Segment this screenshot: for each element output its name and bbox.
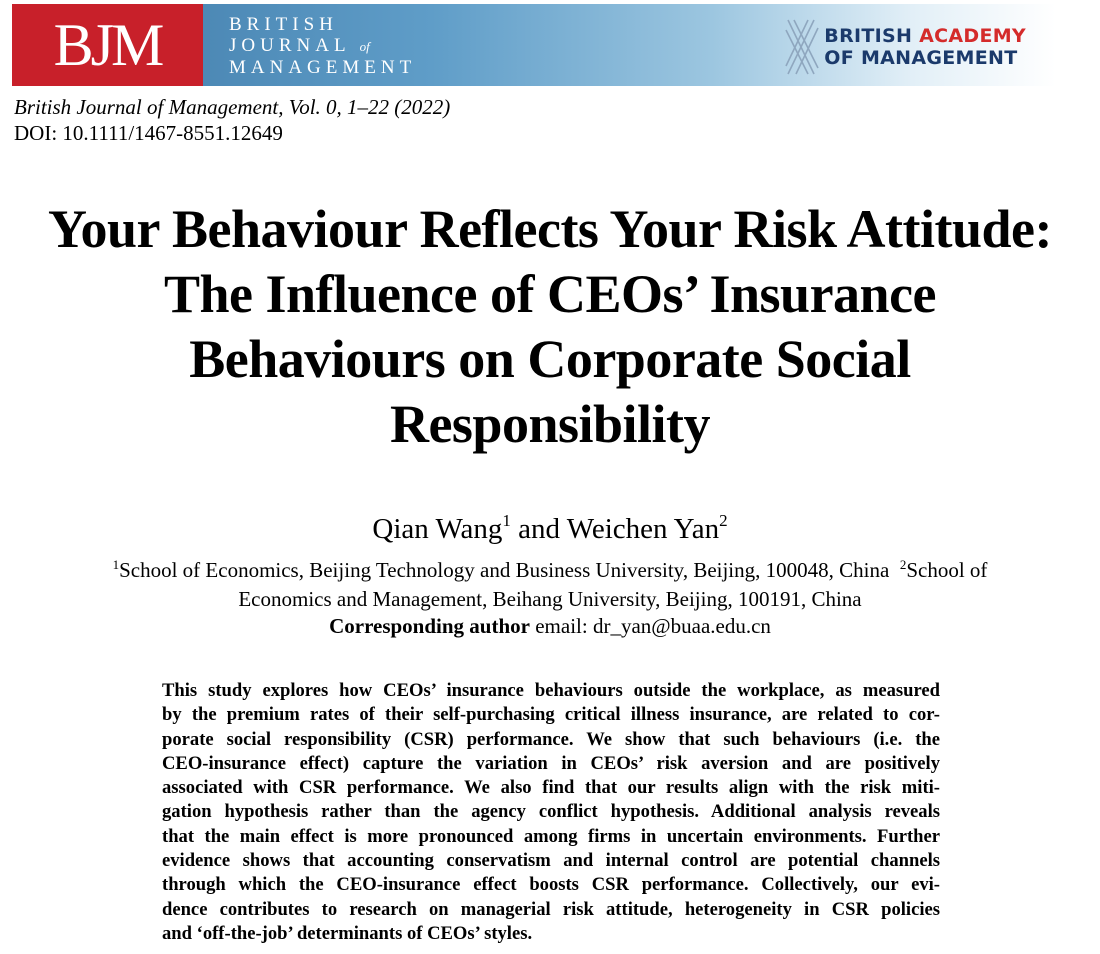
- abstract: [162, 679, 940, 946]
- abstract-line: that the main effect is more pronounced among firms in uncertain environments. Further: [162, 825, 940, 847]
- affiliations: [40, 556, 1060, 614]
- doi: DOI: 10.1111/1467-8551.12649: [14, 121, 283, 145]
- affiliation-marker: 1: [112, 557, 120, 572]
- corresponding-author: [0, 612, 1100, 640]
- abstract-line: dence contributes to research on managerial risk attitude, heterogeneity in CSR policies: [162, 898, 940, 920]
- title-line: Your Behaviour Reflects Your Risk Attitude:: [47, 199, 1053, 259]
- author-affiliation-marker: 2: [719, 511, 728, 530]
- abstract-line: by the premium rates of their self-purchasing critical illness insurance, are related to cor-: [162, 704, 940, 726]
- title-line: Responsibility: [389, 394, 711, 454]
- journal-name: [229, 14, 416, 86]
- authors: [0, 512, 1100, 546]
- author-affiliation-marker: 1: [502, 511, 511, 530]
- author-name: Qian Wang: [372, 513, 503, 545]
- abstract-line: CEO-insurance effect) capture the variation in CEOs’ risk aversion and are positively: [162, 752, 940, 774]
- title-line: Behaviours on Corporate Social: [189, 329, 911, 389]
- british-academy-logo: [784, 16, 1026, 78]
- abstract-line: This study explores how CEOs’ insurance behaviours outside the workplace, as measured: [162, 680, 940, 701]
- abstract-line: associated with CSR performance. We also find that our results align with the risk miti-: [162, 777, 940, 799]
- corresponding-author-label: Corresponding author: [329, 614, 530, 638]
- journal-name-of: of: [359, 39, 370, 54]
- journal-name-line: MANAGEMENT: [229, 57, 417, 78]
- abstract-line: evidence shows that accounting conservatism and internal control are potential channels: [162, 850, 940, 872]
- abstract-line: porate social responsibility (CSR) performance. We show that such behaviours (i.e. the: [162, 728, 940, 750]
- bjm-logo-text: BJM: [53, 11, 162, 78]
- author-name: Weichen Yan: [566, 513, 720, 545]
- bjm-logo: [12, 4, 203, 86]
- title-line: The Influence of CEOs’ Insurance: [163, 264, 937, 324]
- abstract-line: through which the CEO-insurance effect boosts CSR performance. Collectively, our evi-: [162, 874, 940, 896]
- academy-mark-icon: [784, 16, 820, 78]
- journal-banner: [12, 4, 1056, 86]
- corresponding-author-email: email: dr_yan@buaa.edu.cn: [535, 614, 771, 638]
- affiliation-2-rest: Economics and Management, Beihang University, Beijing, 100191, China: [238, 587, 862, 611]
- journal-reference: British Journal of Management, Vol. 0, 1–22 (2022): [14, 95, 451, 119]
- paper-title: [0, 197, 1100, 457]
- journal-name-line: BRITISH: [229, 14, 338, 35]
- author-conjunction: and: [518, 513, 561, 545]
- journal-name-line: JOURNAL of: [229, 35, 370, 56]
- affiliation-2-start: School of: [906, 558, 988, 582]
- affiliation-1: School of Economics, Beijing Technology and Business University, Beijing, 100048, China: [119, 558, 890, 582]
- citation: [14, 94, 450, 146]
- affiliation-marker: 2: [899, 557, 907, 572]
- academy-name: BRITISH ACADEMY OF MANAGEMENT: [824, 25, 1026, 69]
- abstract-line: gation hypothesis rather than the agency conflict hypothesis. Additional analysis reveals: [162, 801, 940, 823]
- abstract-line: and ‘off-the-job’ determinants of CEOs’ styles.: [162, 922, 533, 944]
